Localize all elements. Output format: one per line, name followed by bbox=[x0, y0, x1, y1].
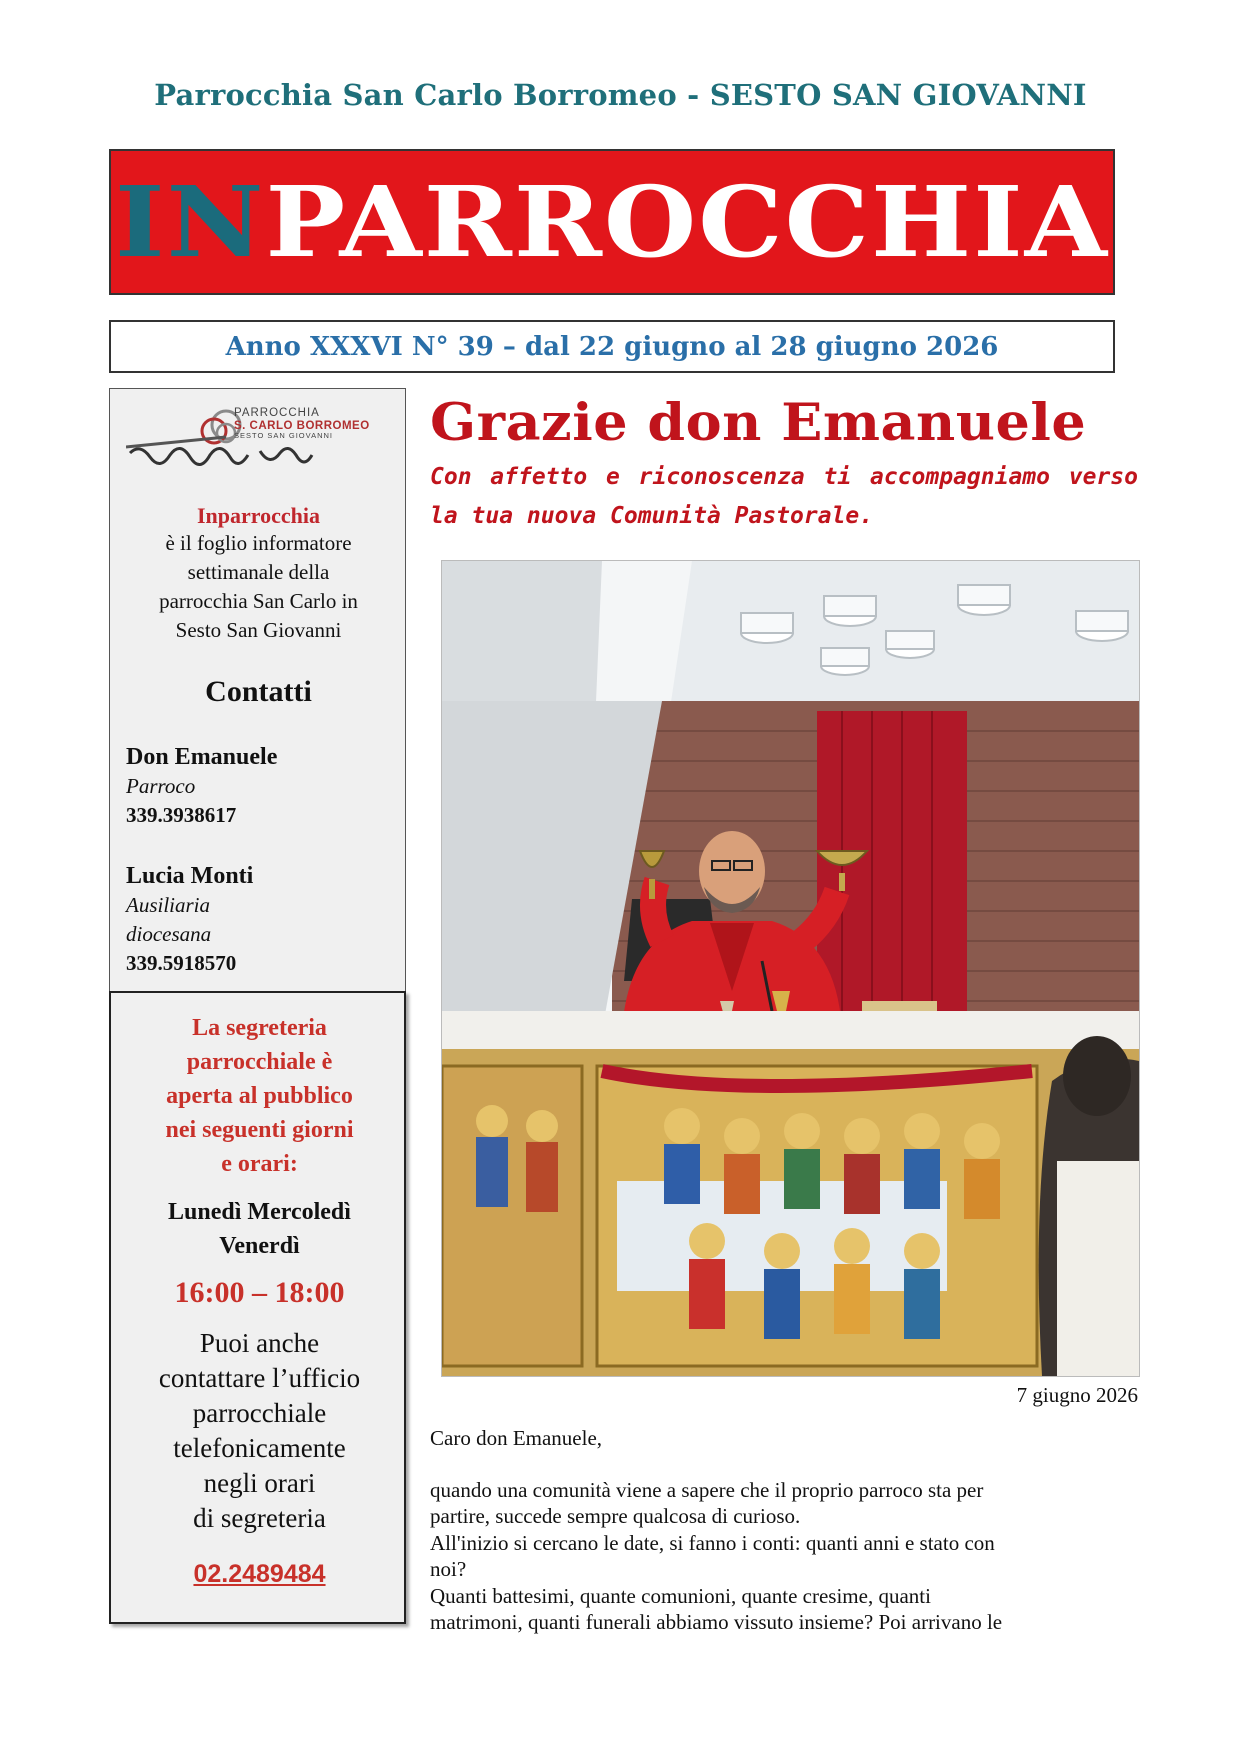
office-heading bbox=[111, 1011, 408, 1181]
office-hours: 16:00 – 18:00 bbox=[174, 1276, 345, 1309]
letter-line: noi? bbox=[430, 1557, 467, 1581]
office-days-line: Lunedì Mercoledì bbox=[168, 1199, 351, 1225]
contact-phone[interactable]: 339.3938617 bbox=[126, 803, 237, 827]
letter-line: quando una comunità viene a sapere che il proprio parroco sta per bbox=[430, 1477, 984, 1502]
description-line: settimanale della bbox=[187, 560, 330, 584]
article-subtitle: Con affetto e riconoscenza ti accompagniamo verso la tua nuova Comunità Pastorale. bbox=[430, 464, 1138, 529]
office-heading-line: nei seguenti giorni bbox=[165, 1117, 354, 1143]
description-line: è il foglio informatore bbox=[165, 531, 352, 555]
masthead-title-rest: PARROCCHIA bbox=[265, 164, 1109, 280]
sidebar-description bbox=[110, 529, 407, 645]
office-note-line: Puoi anche bbox=[199, 1328, 320, 1358]
contacts-heading: Contatti bbox=[205, 675, 312, 708]
issue-info: Anno XXXVI N° 39 – dal 22 giugno al 28 giugno 2026 bbox=[225, 331, 999, 362]
office-days-line: Venerdì bbox=[219, 1233, 300, 1259]
office-note-line: parrocchiale bbox=[192, 1398, 327, 1428]
office-heading-line: parrocchiale è bbox=[186, 1049, 333, 1075]
contact-role: Parroco bbox=[126, 774, 196, 798]
office-note-line: telefonicamente bbox=[173, 1433, 346, 1463]
office-hours-box bbox=[109, 991, 406, 1624]
contact-name: Don Emanuele bbox=[126, 744, 278, 770]
description-line: Sesto San Giovanni bbox=[175, 618, 342, 642]
mass-photo-illustration bbox=[442, 561, 1139, 1376]
parish-header-line: Parrocchia San Carlo Borromeo - SESTO SAN GIOVANNI bbox=[154, 78, 1087, 112]
contact-don-emanuele bbox=[126, 743, 277, 830]
logo-text-line3: SESTO SAN GIOVANNI bbox=[234, 431, 333, 441]
office-phone-link[interactable]: 02.2489484 bbox=[193, 1560, 326, 1588]
office-note-line: contattare l’ufficio bbox=[158, 1363, 361, 1393]
contact-role: diocesana bbox=[126, 922, 212, 946]
letter-line: partire, succede sempre qualcosa di curioso. bbox=[430, 1504, 801, 1528]
parish-logo bbox=[126, 395, 396, 485]
contact-role: Ausiliaria bbox=[126, 893, 211, 917]
issue-info-box bbox=[109, 320, 1115, 373]
office-days bbox=[111, 1195, 408, 1263]
contact-lucia-monti bbox=[126, 862, 253, 978]
letter-line: matrimoni, quanti funerali abbiamo vissuto insieme? Poi arrivano le bbox=[430, 1610, 1003, 1634]
contact-phone[interactable]: 339.5918570 bbox=[126, 951, 237, 975]
masthead-banner bbox=[109, 149, 1115, 295]
photo-caption: 7 giugno 2026 bbox=[1016, 1383, 1138, 1407]
sidebar-brand: Inparrocchia bbox=[196, 503, 321, 528]
article-letter bbox=[430, 1425, 1138, 1636]
article-photo bbox=[441, 560, 1140, 1377]
office-note-line: negli orari bbox=[203, 1468, 316, 1498]
office-note-line: di segreteria bbox=[193, 1503, 326, 1533]
contact-name: Lucia Monti bbox=[126, 863, 254, 889]
masthead-title bbox=[115, 164, 1109, 280]
office-heading-line: e orari: bbox=[221, 1151, 298, 1177]
description-line: parrocchia San Carlo in bbox=[159, 589, 358, 613]
letter-line: All'inizio si cercano le date, si fanno i conti: quanti anni e stato con bbox=[430, 1530, 995, 1555]
letter-greeting: Caro don Emanuele, bbox=[430, 1426, 603, 1450]
sidebar-info-box bbox=[109, 388, 406, 992]
office-note bbox=[111, 1326, 408, 1536]
article-headline: Grazie don Emanuele bbox=[430, 391, 1087, 453]
office-heading-line: aperta al pubblico bbox=[166, 1083, 353, 1109]
masthead-title-in: IN bbox=[115, 164, 266, 280]
logo-text-line1: PARROCCHIA bbox=[234, 407, 320, 419]
letter-line: Quanti battesimi, quante comunioni, quante cresime, quanti bbox=[430, 1583, 931, 1608]
office-heading-line: La segreteria bbox=[192, 1015, 327, 1041]
logo-text-line2: S. CARLO BORROMEO bbox=[234, 419, 370, 432]
